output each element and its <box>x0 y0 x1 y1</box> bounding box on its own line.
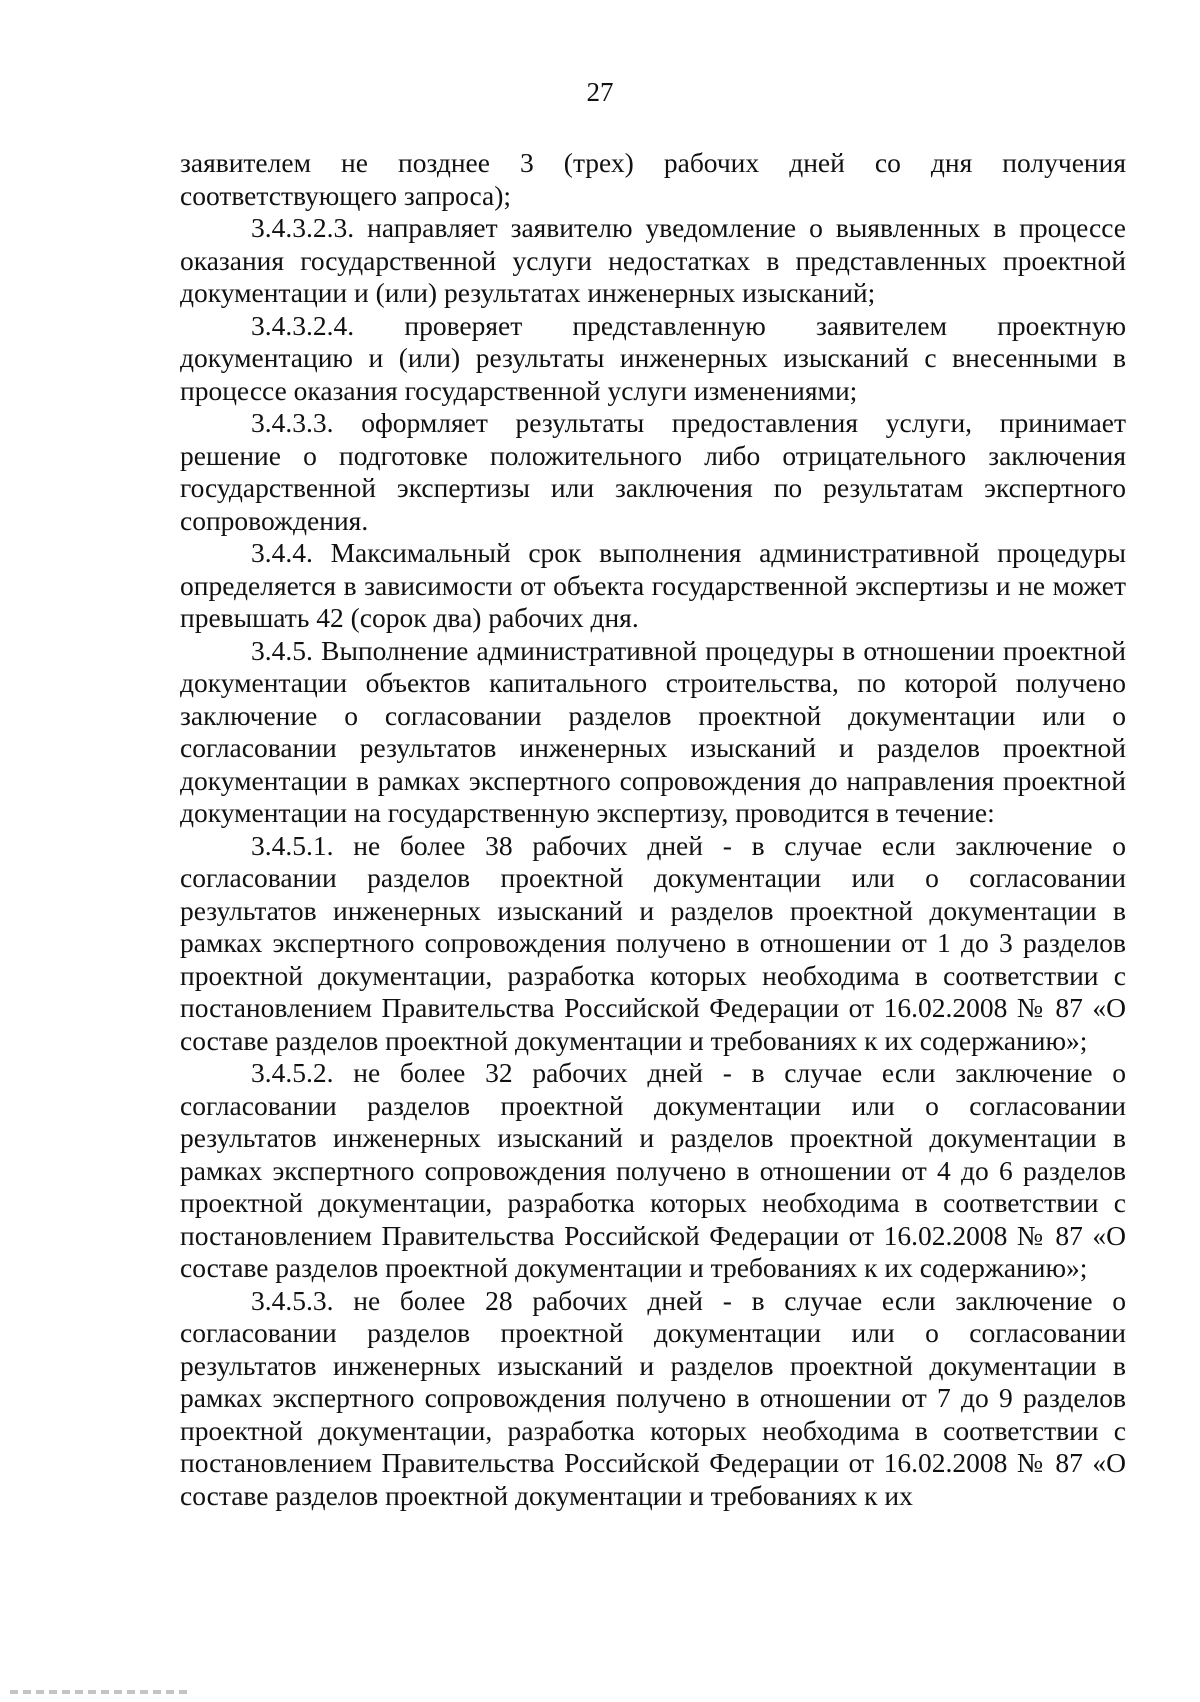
scan-artifact <box>10 1690 190 1694</box>
page-number: 27 <box>586 77 614 107</box>
document-body <box>180 147 1126 1512</box>
paragraph-3-4-5-3: 3.4.5.3. не более 28 рабочих дней - в случае если заключение о согласовании разделов проектной документации или о согласовании результатов инженерных изысканий и разделов проектной документации в рамках экспертного сопровождения получено в отношении от 7 до 9 разделов проектной документации, разработка которых необходима в соответствии с постановлением Правительства Российской Федерации от 16.02.2008 № 87 «О составе разделов проектной документации и требованиях к их <box>180 1284 1126 1511</box>
paragraph-3-4-5-1: 3.4.5.1. не более 38 рабочих дней - в случае если заключение о согласовании разделов проектной документации или о согласовании результатов инженерных изысканий и разделов проектной документации в рамках экспертного сопровождения получено в отношении от 1 до 3 разделов проектной документации, разработка которых необходима в соответствии с постановлением Правительства Российской Федерации от 16.02.2008 № 87 «О составе разделов проектной документации и требованиях к их содержанию»; <box>180 829 1126 1056</box>
paragraph-3-4-5: 3.4.5. Выполнение административной процедуры в отношении проектной документации объектов капитального строительства, по которой получено заключение о согласовании разделов проектной документации или о согласовании результатов инженерных изысканий и разделов проектной документации в рамках экспертного сопровождения до направления проектной документации на государственную экспертизу, проводится в течение: <box>180 634 1126 828</box>
paragraph-3-4-3-2-3: 3.4.3.2.3. направляет заявителю уведомление о выявленных в процессе оказания государственной услуги недостатках в представленных проектной документации и (или) результатах инженерных изысканий; <box>180 212 1126 308</box>
paragraph-3-4-5-2: 3.4.5.2. не более 32 рабочих дней - в случае если заключение о согласовании разделов проектной документации или о согласовании результатов инженерных изысканий и разделов проектной документации в рамках экспертного сопровождения получено в отношении от 4 до 6 разделов проектной документации, разработка которых необходима в соответствии с постановлением Правительства Российской Федерации от 16.02.2008 № 87 «О составе разделов проектной документации и требованиях к их содержанию»; <box>180 1057 1126 1283</box>
paragraph-3-4-3-2-4: 3.4.3.2.4. проверяет представленную заявителем проектную документацию и (или) результаты инженерных изысканий с внесенными в процессе оказания государственной услуги изменениями; <box>180 309 1126 406</box>
paragraph-continuation: заявителем не позднее 3 (трех) рабочих дней со дня получения соответствующего запроса); <box>180 147 1126 211</box>
paragraph-3-4-4: 3.4.4. Максимальный срок выполнения административной процедуры определяется в зависимости от объекта государственной экспертизы и не может превышать 42 (сорок два) рабочих дня. <box>180 537 1126 633</box>
paragraph-3-4-3-3: 3.4.3.3. оформляет результаты предоставления услуги, принимает решение о подготовке положительного либо отрицательного заключения государственной экспертизы или заключения по результатам экспертного сопровождения. <box>180 407 1126 536</box>
